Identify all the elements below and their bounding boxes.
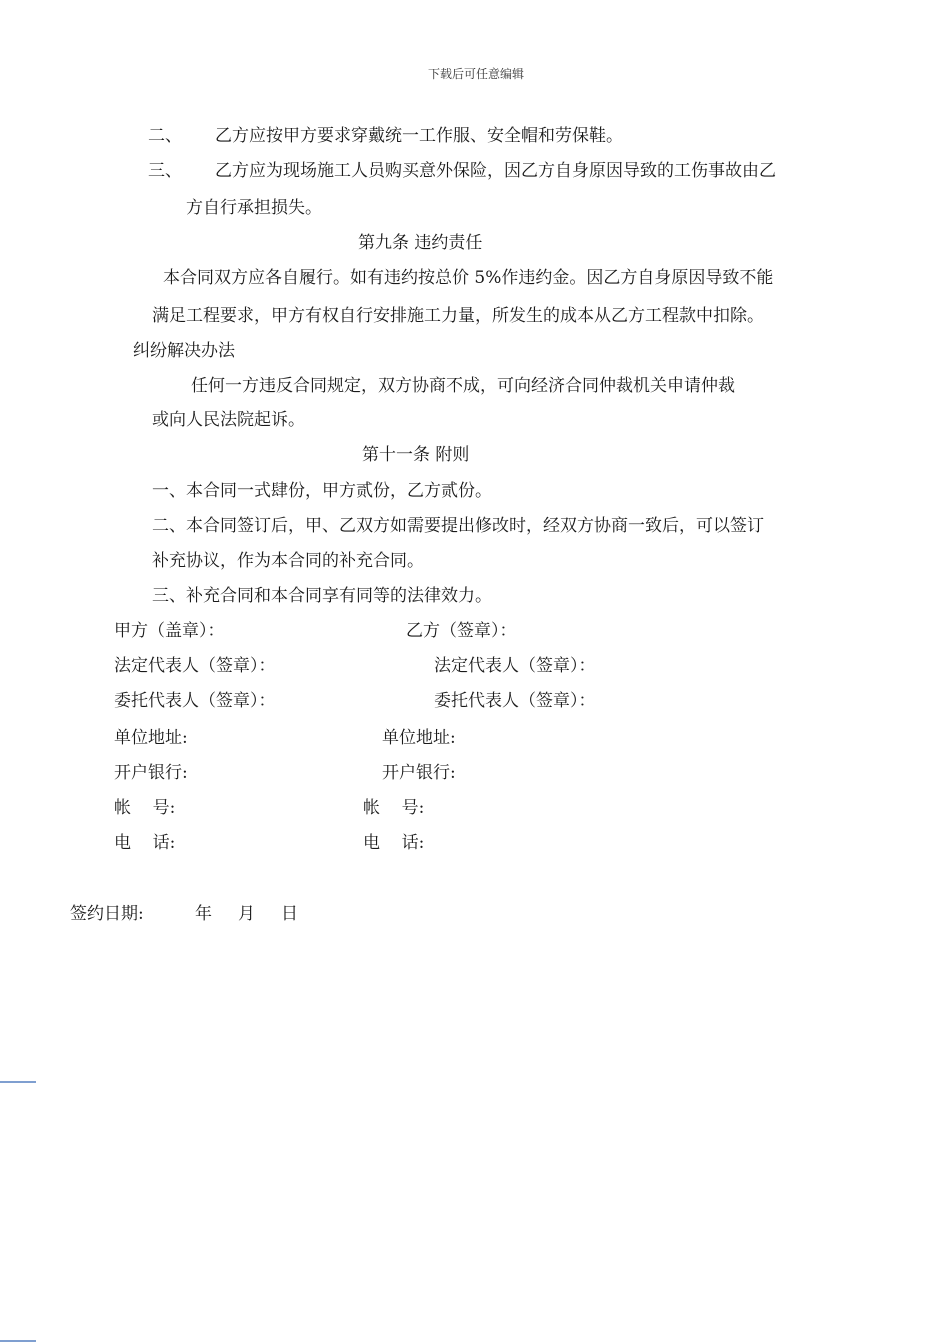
dispute-para-line2: 或向人民法院起诉。 xyxy=(152,410,305,430)
phone-b: 电 话: xyxy=(363,833,425,853)
clause-2-text: 乙方应按甲方要求穿戴统一工作服、安全帽和劳保鞋。 xyxy=(215,126,623,146)
account-b: 帐 号: xyxy=(363,798,425,818)
margin-accent-line-bottom xyxy=(0,1340,36,1342)
clause-2-number: 二、 xyxy=(148,126,182,146)
signing-date-label: 签约日期: xyxy=(70,904,144,924)
signing-date-year: 年 xyxy=(195,904,212,924)
clause-3-text-line2: 方自行承担损失。 xyxy=(186,198,322,218)
dispute-title: 纠纷解决办法 xyxy=(133,341,235,361)
party-b-seal: 乙方（签章）： xyxy=(406,621,517,641)
bank-b: 开户银行: xyxy=(382,763,456,783)
article-11-item1: 一、本合同一式肆份，甲方贰份，乙方贰份。 xyxy=(152,481,492,501)
article-11-item2-line2: 补充协议，作为本合同的补充合同。 xyxy=(152,551,424,571)
account-a: 帐 号: xyxy=(114,798,176,818)
signing-date-month: 月 xyxy=(238,904,255,924)
margin-accent-line xyxy=(0,1081,36,1083)
bank-a: 开户银行: xyxy=(114,763,188,783)
page-header: 下载后可任意编辑 xyxy=(428,67,525,81)
article-11-item2-line1: 二、本合同签订后，甲、乙双方如需要提出修改时，经双方协商一致后，可以签订 xyxy=(152,516,764,536)
clause-3-text-line1: 乙方应为现场施工人员购买意外保险，因乙方自身原因导致的工伤事故由乙 xyxy=(215,161,776,181)
party-a-seal: 甲方（盖章）： xyxy=(114,621,225,641)
address-b: 单位地址: xyxy=(382,728,456,748)
clause-3-number: 三、 xyxy=(148,161,182,181)
article-11-item3: 三、补充合同和本合同享有同等的法律效力。 xyxy=(152,586,492,606)
article-9-para-line2: 满足工程要求，甲方有权自行安排施工力量，所发生的成本从乙方工程款中扣除。 xyxy=(152,306,764,326)
agent-b: 委托代表人（签章）： xyxy=(434,691,596,711)
dispute-para-line1: 任何一方违反合同规定，双方协商不成，可向经济合同仲裁机关申请仲裁 xyxy=(191,376,735,396)
address-a: 单位地址: xyxy=(114,728,188,748)
phone-a: 电 话: xyxy=(114,833,176,853)
legal-rep-a: 法定代表人（签章）： xyxy=(114,656,276,676)
article-9-para-line1: 本合同双方应各自履行。如有违约按总价 5%作违约金。因乙方自身原因导致不能 xyxy=(163,268,774,288)
article-9-title: 第九条 违约责任 xyxy=(358,233,483,253)
signing-date-day: 日 xyxy=(281,904,298,924)
article-11-title: 第十一条 附则 xyxy=(362,445,470,465)
legal-rep-b: 法定代表人（签章）： xyxy=(434,656,596,676)
agent-a: 委托代表人（签章）： xyxy=(114,691,276,711)
